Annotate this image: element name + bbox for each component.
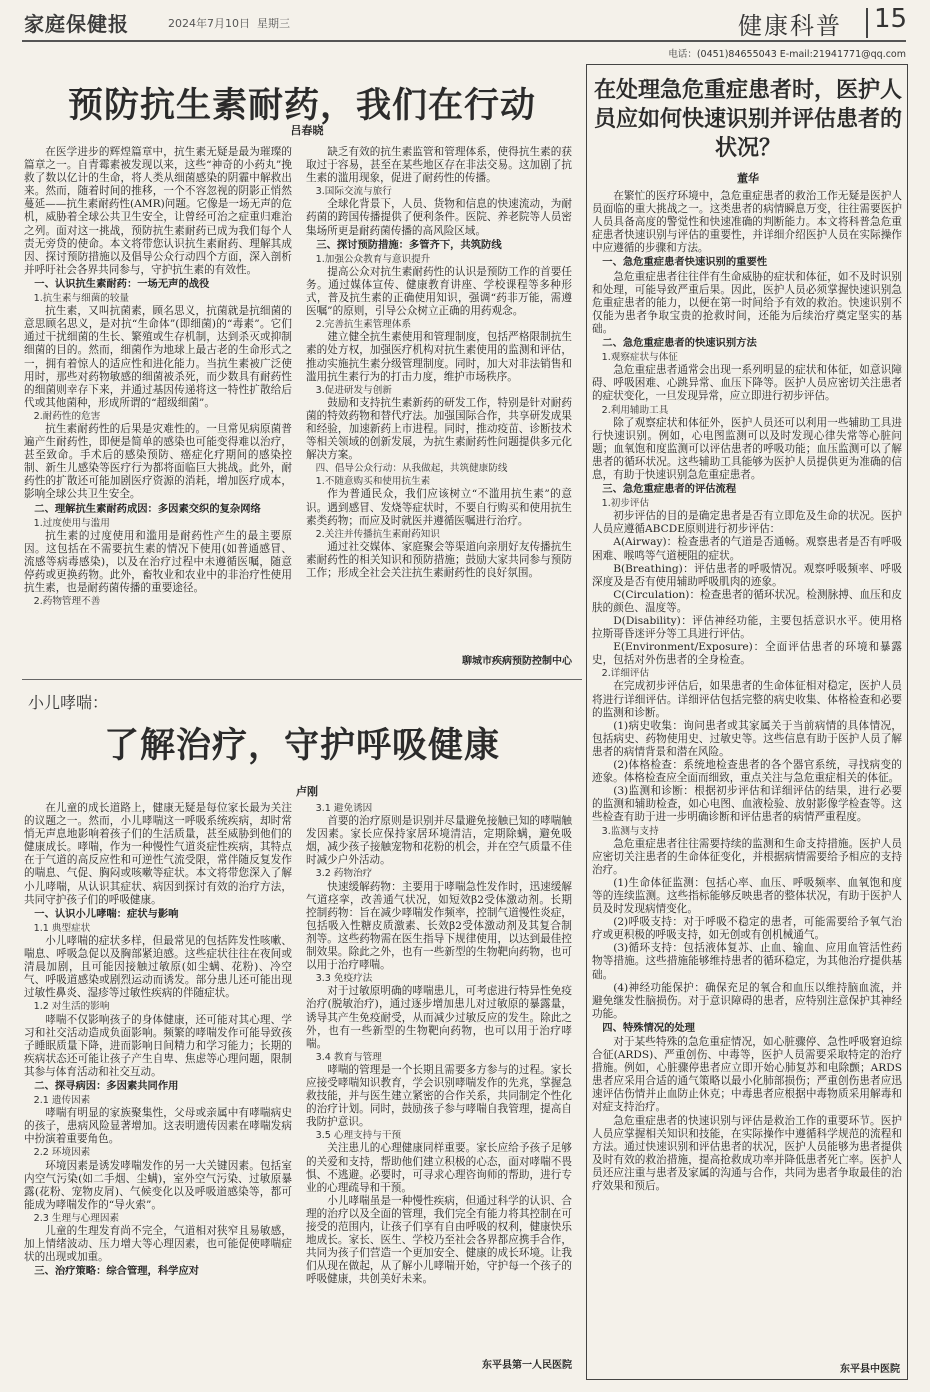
- paragraph: 在医学进步的辉煌篇章中，抗生素无疑是最为璀璨的篇章之一。自青霉素被发现以来，这些“神奇的小药丸”挽救了数以亿计的生命，将人类从细菌感染的阴霾中解救出来。然而，随着时间的推移，一个不容忽视的阴影正悄然蔓延——抗生素耐药性(AMR)问题。它像是一场无声的危机，威胁着全球公共卫生安全，让曾经可治之症重归难治之列。面对这一挑战，预防抗生素耐药已成为我们每个人责无旁贷的使命。本文将带您认识抗生素耐药、理解其成因、探讨预防措施以及倡导公众行动四个方面，深入剖析并呼吁社会各界共同参与，守护抗生素的有效性。: [24, 146, 292, 276]
- subheading: 四、倡导公众行动：从我做起，共筑健康防线: [315, 463, 508, 475]
- article1-source: 聊城市疾病预防控制中心: [462, 656, 572, 667]
- article1-column-2: [306, 146, 572, 646]
- paragraph: 抗生素耐药性的后果是灾难性的。一旦常见病原菌普遍产生耐药性，即便是简单的感染也可能变得难以治疗，甚至致命。手术后的感染预防、癌症化疗期间的感染控制、新生儿感染等医疗行为都将面临巨大挑战。此外，耐药性的扩散还可能加剧医疗资源的消耗，增加医疗成本，影响全球公共卫生安全。: [24, 422, 292, 501]
- subheading: 3.2 药物治疗: [315, 868, 373, 880]
- section-rule: [22, 679, 582, 680]
- article3-author: 董华: [737, 172, 759, 185]
- paragraph: 在繁忙的医疗环境中，急危重症患者的救治工作无疑是医护人员面临的重大挑战之一。这类患者的病情瞬息万变，往往需要医护人员具备高度的警觉性和快速准确的判断能力。本文将科普急危重症患者快速识别与评估的重要性，并详细介绍医护人员在实际操作中应遵循的步骤和方法。: [592, 190, 902, 255]
- paragraph: 快速缓解药物：主要用于哮喘急性发作时，迅速缓解气道痉挛，改善通气状况，如短效β2受体激动剂。长期控制药物：旨在减少哮喘发作频率，控制气道慢性炎症，包括吸入性糖皮质激素、长效β2受体激动剂及其复合制剂等。这些药物需在医生指导下规律使用，以达到最佳控制效果。除此之外，也有一些新型的生物靶向药物，也可以用于治疗哮喘。: [306, 880, 572, 972]
- weekday-text: 星期三: [257, 17, 290, 30]
- section-name: 健康科普: [738, 12, 842, 40]
- paragraph: 鼓励和支持抗生素新药的研发工作，特别是针对耐药菌的特效药物和替代疗法。加强国际合作，共享研发成果和经验，加速新药上市进程。同时，推动疫苗、诊断技术等相关领域的创新发展，为抗生素耐药性问题提供多元化解决方案。: [306, 396, 572, 462]
- paragraph: 急危重症患者的快速识别与评估是救治工作的重要环节。医护人员应掌握相关知识和技能，在实际操作中遵循科学规范的流程和方法。通过快速识别和评估患者的状况，医护人员能够为患者提供及时有效的救治措施，提高抢救成功率并降低患者死亡率。医护人员还应注重与患者及家属的沟通与合作，共同为患者争取最佳的治疗效果和预后。: [592, 1114, 902, 1193]
- paragraph: 初步评估的目的是确定患者是否有立即危及生命的状况。医护人员应遵循ABCDE原则进行初步评估：: [592, 510, 902, 536]
- article3-source: 东平县中医院: [840, 1364, 900, 1375]
- paragraph: 急危重症患者往往伴有生命威胁的症状和体征，如不及时识别和处理，可能导致严重后果。因此，医护人员必须掌握快速识别急危重症患者的能力，以便在第一时间给予有效的救治。快速识别不仅能为患者争取宝贵的抢救时间，还能为后续治疗奠定坚实的基础。: [592, 270, 902, 335]
- subheading: 2.利用辅助工具: [601, 404, 669, 416]
- date-text: 2024年7月10日: [168, 17, 250, 30]
- paragraph: 急危重症患者通常会出现一系列明显的症状和体征，如意识障碍、呼吸困难、心跳异常、血压下降等。医护人员应密切关注患者的症状变化，一旦发现异常，应立即进行初步评估。: [592, 364, 902, 403]
- paragraph: (1)病史收集：询问患者或其家属关于当前病情的具体情况，包括病史、药物使用史、过敏史等。这些信息有助于医护人员了解患者的病情背景和潜在风险。: [592, 719, 902, 758]
- subheading: 1.2 对生活的影响: [33, 1001, 110, 1013]
- article2-prefix: 小儿哮喘：: [28, 693, 109, 712]
- subheading: 1.过度使用与滥用: [33, 517, 110, 529]
- article1-column-1: [24, 146, 292, 670]
- paragraph: A(Airway)：检查患者的气道是否通畅。观察患者是否有呼吸困难、喉鸣等气道梗阻的症状。: [592, 536, 902, 562]
- subheading: 3.监测与支持: [601, 825, 659, 837]
- subheading: 一、急危重症患者快速识别的重要性: [602, 256, 768, 269]
- subheading: 三、探讨预防措施：多管齐下，共筑防线: [316, 238, 502, 251]
- subheading: 2.药物管理不善: [33, 596, 101, 608]
- paragraph: 小儿哮喘的症状多样，但最常见的包括阵发性咳嗽、喘息、呼吸急促以及胸部紧迫感。这些症状往往在夜间或清晨加剧，且可能因接触过敏原(如尘螨、花粉)、冷空气、呼吸道感染或剧烈运动而诱发。部分患儿还可能出现过敏性鼻炎、湿疹等过敏性疾病的伴随症状。: [24, 934, 292, 1000]
- article1-title: 预防抗生素耐药，我们在行动: [67, 85, 536, 126]
- paragraph: 在儿童的成长道路上，健康无疑是每位家长最为关注的议题之一。然而，小儿哮喘这一呼吸系统疾病，却时常悄无声息地影响着孩子们的生活质量，甚至威胁到他们的健康成长。哮喘，作为一种慢性气道炎症性疾病，其特点在于气道的高反应性和可逆性气流受限，常伴随反复发作的喘息、气促、胸闷或咳嗽等症状。本文将带您深入了解小儿哮喘，从认识其症状、病因到探讨有效的治疗方法，共同守护孩子们的呼吸健康。: [24, 802, 292, 906]
- paragraph: 儿童的生理发育尚不完全，气道相对狭窄且易敏感，加上情绪波动、压力增大等心理因素，也可能促使哮喘症状的出现或加重。: [24, 1225, 292, 1264]
- paragraph: B(Breathing)：评估患者的呼吸情况。观察呼吸频率、呼吸深度及是否有使用辅助呼吸肌肉的迹象。: [592, 562, 902, 588]
- subheading: 3.促进研发与创新: [315, 384, 392, 396]
- subheading: 2.耐药性的危害: [33, 410, 101, 422]
- subheading: 三、治疗策略：综合管理，科学应对: [34, 1265, 200, 1278]
- subheading: 3.3 免疫疗法: [315, 973, 373, 985]
- paragraph: 对于过敏原明确的哮喘患儿，可考虑进行特异性免疫治疗(脱敏治疗)，通过逐步增加患儿对过敏原的暴露量，诱导其产生免疫耐受，从而减少过敏反应的发生。除此之外，也有一些新型的生物靶向药物，也可以用于治疗哮喘。: [306, 985, 572, 1050]
- paragraph: (2)体格检查：系统地检查患者的各个器官系统，寻找病变的迹象。体格检查应全面而细致，重点关注与急危重症相关的体征。: [592, 759, 902, 785]
- subheading: 1.抗生素与细菌的较量: [33, 293, 130, 305]
- article3-title: 在处理急危重症患者时，医护人员应如何快速识别并评估患者的状况？: [593, 77, 902, 161]
- issue-date: [168, 15, 290, 31]
- article2-source: 东平县第一人民医院: [482, 1360, 572, 1371]
- subheading: 2.完善抗生素管理体系: [315, 319, 412, 331]
- subheading: 2.2 环境因素: [33, 1147, 91, 1159]
- paragraph: 提高公众对抗生素耐药性的认识是预防工作的首要任务。通过媒体宣传、健康教育讲座、学校课程等多种形式，普及抗生素的正确使用知识，强调“药非万能，需遵医嘱”的原则，引导公众树立正确的用药观念。: [306, 265, 572, 318]
- paragraph: 急危重症患者往往需要持续的监测和生命支持措施。医护人员应密切关注患者的生命体征变化，并根据病情需要给予相应的支持治疗。: [592, 837, 902, 876]
- paragraph: 小儿哮喘虽是一种慢性疾病，但通过科学的认识、合理的治疗以及全面的管理，我们完全有能力将其控制在可接受的范围内，让孩子们享有自由呼吸的权利，健康快乐地成长。家长、医生、学校乃至社会各界都应携手合作，共同为孩子们营造一个更加安全、健康的成长环境。让我们从现在做起，从了解小儿哮喘开始，守护每一个孩子的呼吸健康，共创美好未来。: [306, 1194, 572, 1286]
- article2-column-1: [24, 802, 292, 1374]
- page-number: 15: [874, 4, 908, 34]
- paragraph: E(Environment/Exposure)：全面评估患者的环境和暴露史，包括对外伤患者的全身检查。: [592, 641, 902, 667]
- paragraph: C(Circulation)：检查患者的循环状况。检测脉搏、血压和皮肤的颜色、温度等。: [592, 588, 902, 614]
- article3-body: [592, 190, 902, 1350]
- subheading: 1.不随意购买和使用抗生素: [315, 476, 431, 488]
- header-divider: [866, 8, 868, 38]
- paragraph: (3)循环支持：包括液体复苏、止血、输血、应用血管活性药物等措施。这些措施能够维持患者的循环稳定，为其他治疗提供基础。: [592, 942, 902, 981]
- subheading: 二、探寻病因：多因素共同作用: [34, 1079, 179, 1092]
- subheading: 2.3 生理与心理因素: [33, 1212, 120, 1224]
- article1-author: 吕春晓: [290, 124, 324, 137]
- paragraph: 通过社交媒体、家庭聚会等渠道向亲朋好友传播抗生素耐药性的相关知识和预防措施；鼓励大家共同参与预防工作；形成全社会关注抗生素耐药性的良好氛围。: [306, 540, 572, 579]
- subheading: 一、认识抗生素耐药：一场无声的战役: [34, 277, 210, 290]
- contact-line: 电话：(0451)84655043 E-mail:21941771@qq.com: [668, 49, 906, 60]
- subheading: 3.5 心理支持与干预: [315, 1130, 402, 1142]
- paragraph: 建立健全抗生素使用和管理制度，包括严格限制抗生素的处方权，加强医疗机构对抗生素使用的监测和评估，推动实施抗生素分级管理制度。同时，加大对非法销售和滥用抗生素行为的打击力度，维护市场秩序。: [306, 331, 572, 383]
- paragraph: 哮喘有明显的家族聚集性，父母或亲属中有哮喘病史的孩子，患病风险显著增加。这表明遗传因素在哮喘发病中扮演着重要角色。: [24, 1107, 292, 1146]
- article2-title: 了解治疗，守护呼吸健康: [103, 725, 500, 766]
- subheading: 2.关注并传播抗生素耐药知识: [315, 528, 440, 540]
- subheading: 1.观察症状与体征: [601, 352, 678, 364]
- paragraph: 抗生素的过度使用和滥用是耐药性产生的最主要原因。这包括在不需要抗生素的情况下使用(如普通感冒、流感等病毒感染)，以及在治疗过程中未遵循医嘱，随意停药或更换药物。此外，畜牧业和农业中的非治疗性使用抗生素，也是耐药菌传播的重要途径。: [24, 529, 292, 595]
- paragraph: (4)神经功能保护：确保充足的氧合和血压以维持脑血流，并避免继发性脑损伤。对于意识障碍的患者，应特别注意保护其神经功能。: [592, 981, 902, 1020]
- subheading: 二、理解抗生素耐药成因：多因素交织的复杂网络: [34, 502, 261, 515]
- paragraph: 缺乏有效的抗生素监管和管理体系，使得抗生素的获取过于容易，甚至在某些地区存在非法交易。这加剧了抗生素的滥用现象，促进了耐药性的传播。: [306, 146, 572, 185]
- paragraph: 抗生素，又叫抗菌素，顾名思义，抗菌就是抗细菌的意思顾名思义，是对抗“生命体”(即细菌)的“毒素”。它们通过干扰细菌的生长、繁殖或生存机制，达到杀灭或抑制细菌的目的。然而，细菌作为地球上最古老的生命形式之一，拥有着惊人的适应性和进化能力。当抗生素被广泛使用时，那些对药物敏感的细菌被杀死，而少数具有耐药性的细菌则幸存下来，并通过基因传递将这一特性扩散给后代或其他菌种，形成所谓的“超级细菌”。: [24, 305, 292, 409]
- paragraph: 关注患儿的心理健康同样重要。家长应给予孩子足够的关爱和支持，帮助他们建立积极的心态，面对哮喘不畏惧、不逃避。必要时，可寻求心理咨询师的帮助，进行专业的心理疏导和干预。: [306, 1142, 572, 1194]
- article2-column-2: [306, 802, 572, 1352]
- paragraph: 首要的治疗原则是识别并尽量避免接触已知的哮喘触发因素。家长应保持家居环境清洁，定期除螨，避免吸烟，减少孩子接触宠物和花粉的机会，并在空气质量不佳时减少户外活动。: [306, 815, 572, 867]
- paragraph: (2)呼吸支持：对于呼吸不稳定的患者，可能需要给予氧气治疗或更积极的呼吸支持，如无创或有创机械通气。: [592, 916, 902, 942]
- subheading: 3.1 避免诱因: [315, 803, 373, 814]
- paragraph: 对于某些特殊的急危重症情况，如心脏骤停、急性呼吸窘迫综合征(ARDS)、严重创伤、中毒等，医护人员需要采取特定的治疗措施。例如，心脏骤停患者应立即开始心肺复苏和电除颤；ARDS患者应采用合适的通气策略以最小化肺部损伤；严重创伤患者应迅速评估伤情并止血防止休克；中毒患者应根据中毒物质采用解毒和对症支持治疗。: [592, 1036, 902, 1114]
- paragraph: (3)监测和诊断：根据初步评估和详细评估的结果，进行必要的监测和辅助检查，如心电图、血液检验、放射影像学检查等。这些检查有助于进一步明确诊断和评估患者的病情严重程度。: [592, 785, 902, 824]
- paragraph: 作为普通民众，我们应该树立“不滥用抗生素”的意识。遇到感冒、发烧等症状时，不要自行购买和使用抗生素类药物；而应及时就医并遵循医嘱进行治疗。: [306, 488, 572, 527]
- paragraph: D(Disability)：评估神经功能，主要包括意识水平。使用格拉斯哥昏迷评分等工具进行评估。: [592, 615, 902, 641]
- newspaper-name: 家庭保健报: [24, 12, 129, 36]
- subheading: 3.4 教育与管理: [315, 1051, 382, 1063]
- paragraph: 全球化背景下，人员、货物和信息的快速流动，为耐药菌的跨国传播提供了便利条件。医院、养老院等人员密集场所更是耐药菌传播的高风险区域。: [306, 198, 572, 237]
- subheading: 1.加强公众教育与意识提升: [315, 253, 431, 265]
- paragraph: 除了观察症状和体征外，医护人员还可以利用一些辅助工具进行快速识别。例如，心电图监测可以及时发现心律失常等心脏问题；血氧饱和度监测可以评估患者的呼吸功能；血压监测可以了解患者的循环状况。这些辅助工具能够为医护人员提供更为准确的信息，有助于快速识别急危重症患者。: [592, 416, 902, 481]
- subheading: 1.初步评估: [601, 498, 650, 510]
- paragraph: 在完成初步评估后，如果患者的生命体征相对稳定，医护人员将进行详细评估。详细评估包括完整的病史收集、体格检查和必要的监测和诊断。: [592, 680, 902, 719]
- paragraph: 哮喘的管理是一个长期且需要多方参与的过程。家长应接受哮喘知识教育，学会识别哮喘发作的先兆，掌握急救技能，并与医生建立紧密的合作关系，共同制定个性化的治疗计划。同时，鼓励孩子参与哮喘自我管理，提高自我防护意识。: [306, 1063, 572, 1129]
- paragraph: 哮喘不仅影响孩子的身体健康，还可能对其心理、学习和社交活动造成负面影响。频繁的哮喘发作可能导致孩子睡眠质量下降，进而影响日间精力和学习能力；长期的疾病状态还可能让孩子产生自卑、焦虑等心理问题，限制其参与体育活动和社交互动。: [24, 1013, 292, 1078]
- subheading: 2.详细评估: [601, 668, 650, 680]
- subheading: 三、急危重症患者的评估流程: [602, 483, 737, 496]
- paragraph: (1)生命体征监测：包括心率、血压、呼吸频率、血氧饱和度等的连续监测。这些指标能够反映患者的整体状况，有助于医护人员及时发现病情变化。: [592, 876, 902, 916]
- header-rule: [22, 40, 906, 42]
- subheading: 3.国际交流与旅行: [315, 186, 392, 198]
- subheading: 四、特殊情况的处理: [602, 1021, 695, 1034]
- subheading: 二、急危重症患者的快速识别方法: [602, 337, 757, 350]
- article2-author: 卢刚: [296, 785, 318, 798]
- subheading: 1.1 典型症状: [33, 922, 91, 934]
- subheading: 一、认识小儿哮喘：症状与影响: [34, 907, 179, 920]
- subheading: 2.1 遗传因素: [33, 1095, 91, 1107]
- paragraph: 环境因素是诱发哮喘发作的另一大关键因素。包括室内空气污染(如二手烟、尘螨)，室外空气污染、过敏原暴露(花粉、宠物皮屑)、气候变化以及呼吸道感染等，都可能成为哮喘发作的“导火索”。: [24, 1159, 292, 1211]
